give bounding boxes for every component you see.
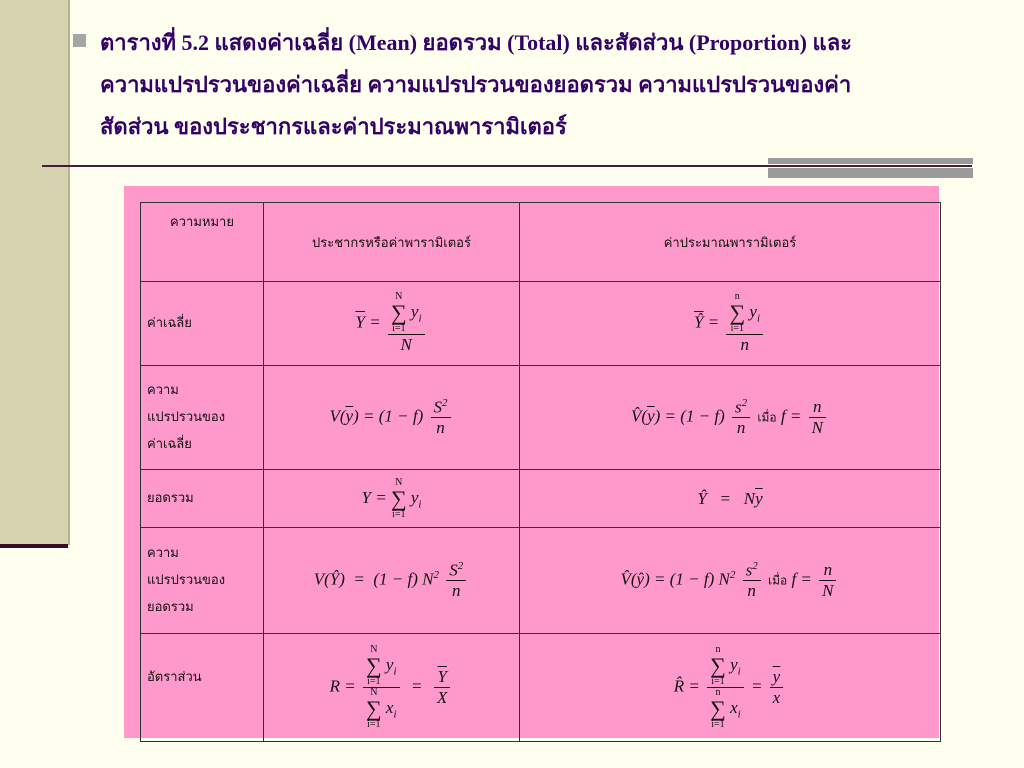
formula-population-mean: $\overline{Y}$ = N ∑ i=1 $y_i$ N bbox=[264, 282, 520, 366]
table-row bbox=[141, 366, 941, 470]
header-population: ประชากรหรือค่าพารามิเตอร์ bbox=[264, 203, 520, 282]
formula-table-panel bbox=[124, 186, 939, 738]
left-decorative-strip bbox=[0, 0, 70, 545]
bullet-square-icon bbox=[73, 34, 86, 47]
title-line-2: ความแปรปรวนของค่าเฉลี่ย ความแปรปรวนของยอดรวม ความแปรปรวนของค่า bbox=[100, 72, 852, 97]
formula-population-total: Y = N ∑ i=1 $y_i$ bbox=[264, 470, 520, 528]
formula-population-variance-total: V(Ŷ) = (1 − f) $N^2$ $\frac{S^2}{n}$ bbox=[264, 528, 520, 634]
row-label-mean: ค่าเฉลี่ย bbox=[141, 282, 264, 366]
row-label-variance-mean: ความ แปรปรวนของ ค่าเฉลี่ย bbox=[141, 366, 264, 470]
row-label-ratio: อัตราส่วน bbox=[141, 634, 264, 742]
left-strip-underline bbox=[0, 544, 68, 548]
formula-population-variance-mean: $V(\overline{y}) = (1 - f)$ $\frac{S^2}{n}$ bbox=[264, 366, 520, 470]
table-row bbox=[141, 282, 941, 366]
table-header-row bbox=[141, 203, 941, 282]
table-row bbox=[141, 634, 941, 742]
formula-estimator-variance-mean: $V̂(\overline{y}) = (1 - f)$ $\frac{s^2}{n}$ เมื่อ f = $\frac{n}{N}$ bbox=[520, 366, 941, 470]
table-row bbox=[141, 528, 941, 634]
formula-estimator-mean: $\overline{Ŷ}$ = n ∑ i=1 $y_i$ n bbox=[520, 282, 941, 366]
formula-estimator-total: Ŷ = $N\overline{y}$ bbox=[520, 470, 941, 528]
slide-title bbox=[100, 22, 1015, 148]
row-label-variance-total: ความ แปรปรวนของ ยอดรวม bbox=[141, 528, 264, 634]
formula-population-ratio: R = N ∑ i=1 $y_i$ N ∑ i=1 $x_i$ = $\frac{\overline{Y}}{X}$ bbox=[264, 634, 520, 742]
divider-accent-bars bbox=[768, 158, 973, 178]
table-row bbox=[141, 470, 941, 528]
header-meaning: ความหมาย bbox=[141, 203, 264, 282]
formula-table bbox=[140, 202, 941, 742]
formula-estimator-variance-total: V̂(ŷ) = (1 − f) $N^2$ $\frac{s^2}{n}$ เมื่อ f = $\frac{n}{N}$ bbox=[520, 528, 941, 634]
formula-estimator-ratio: R̂ = n ∑ i=1 $y_i$ n ∑ i=1 $x_i$ = $\frac{\overline{y}}{x}$ bbox=[520, 634, 941, 742]
title-line-3: สัดส่วน ของประชากรและค่าประมาณพารามิเตอร์ bbox=[100, 114, 567, 139]
row-label-total: ยอดรวม bbox=[141, 470, 264, 528]
title-line-1: ตารางที่ 5.2 แสดงค่าเฉลี่ย (Mean) ยอดรวม (Total) และสัดส่วน (Proportion) และ bbox=[100, 30, 852, 55]
header-estimator: ค่าประมาณพารามิเตอร์ bbox=[520, 203, 941, 282]
